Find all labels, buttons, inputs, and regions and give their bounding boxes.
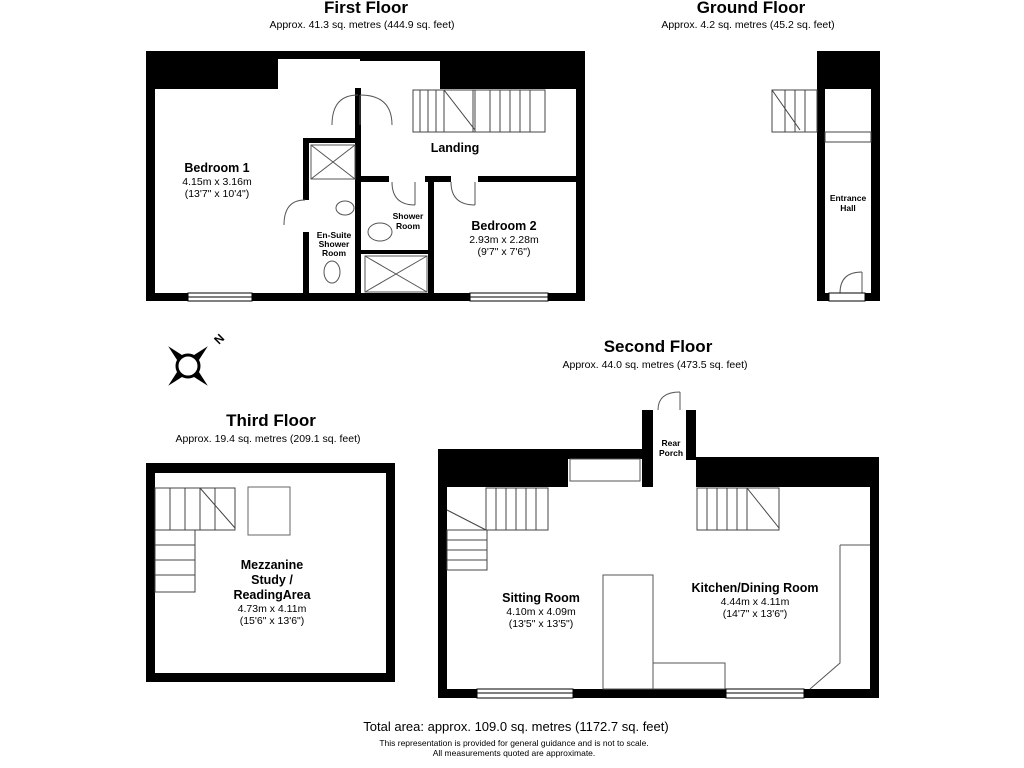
ground-floor-title: Ground Floor	[696, 0, 806, 17]
disclaimer-line1: This representation is provided for general guidance and is not to scale.	[379, 738, 649, 748]
total-area: Total area: approx. 109.0 sq. metres (1172.7 sq. feet)	[363, 719, 669, 734]
bedroom2-name: Bedroom 2	[471, 219, 537, 233]
landing-name: Landing	[430, 141, 480, 155]
second-floor-fixtures	[570, 392, 870, 689]
third-floor	[146, 411, 395, 682]
shower-room-line2: Room	[395, 221, 421, 231]
mezzanine-line3: ReadingArea	[233, 588, 311, 602]
first-floor-doors	[284, 95, 475, 225]
third-floor-title: Third Floor	[226, 411, 316, 430]
mezzanine-imperial: (15'6" x 13'6")	[239, 615, 305, 627]
mezzanine-metric: 4.73m x 4.11m	[237, 603, 307, 615]
bedroom1-name: Bedroom 1	[184, 161, 250, 175]
entrance-hall-line1: Entrance	[829, 193, 867, 203]
bedroom2-metric: 2.93m x 2.28m	[469, 234, 539, 246]
compass-north-label: N	[211, 331, 228, 348]
rear-porch-line2: Porch	[658, 448, 684, 458]
ground-floor-area: Approx. 4.2 sq. metres (45.2 sq. feet)	[661, 19, 835, 31]
sitting-room-metric: 4.10m x 4.09m	[506, 606, 576, 618]
kitchen-dining-metric: 4.44m x 4.11m	[720, 596, 790, 608]
shower-room-line1: Shower	[392, 211, 424, 221]
first-floor-area: Approx. 41.3 sq. metres (444.9 sq. feet)	[269, 19, 455, 31]
second-floor-area: Approx. 44.0 sq. metres (473.5 sq. feet)	[562, 359, 748, 371]
first-floor-stairs	[413, 90, 545, 132]
second-floor-stairs	[447, 488, 779, 570]
kitchen-dining-imperial: (14'7" x 13'6")	[722, 608, 788, 620]
sitting-room-name: Sitting Room	[502, 591, 580, 605]
bedroom2-imperial: (9'7" x 7'6")	[477, 246, 531, 258]
kitchen-dining-name: Kitchen/Dining Room	[691, 581, 819, 595]
ensuite-line3: Room	[321, 248, 347, 258]
first-floor	[146, 0, 585, 301]
ensuite-line1: En-Suite	[316, 230, 352, 240]
sitting-room-imperial: (13'5" x 13'5")	[508, 618, 574, 630]
ground-floor	[661, 0, 880, 301]
bedroom1-metric: 4.15m x 3.16m	[182, 176, 252, 188]
first-floor-title: First Floor	[323, 0, 409, 17]
third-floor-area: Approx. 19.4 sq. metres (209.1 sq. feet)	[175, 433, 361, 445]
first-floor-inner-walls	[303, 88, 578, 294]
second-floor-title: Second Floor	[603, 337, 713, 356]
ensuite-line2: Shower	[318, 239, 350, 249]
bedroom1-imperial: (13'7" x 10'4")	[184, 188, 250, 200]
ground-floor-walls	[817, 51, 880, 301]
disclaimer-line2: All measurements quoted are approximate.	[432, 748, 596, 758]
footer	[363, 719, 668, 758]
entrance-hall-line2: Hall	[840, 203, 856, 213]
mezzanine-line2: Study /	[251, 573, 293, 587]
rear-porch-line1: Rear	[661, 438, 681, 448]
second-floor	[438, 337, 879, 698]
ground-floor-door	[829, 272, 865, 301]
mezzanine-line1: Mezzanine	[240, 558, 304, 572]
